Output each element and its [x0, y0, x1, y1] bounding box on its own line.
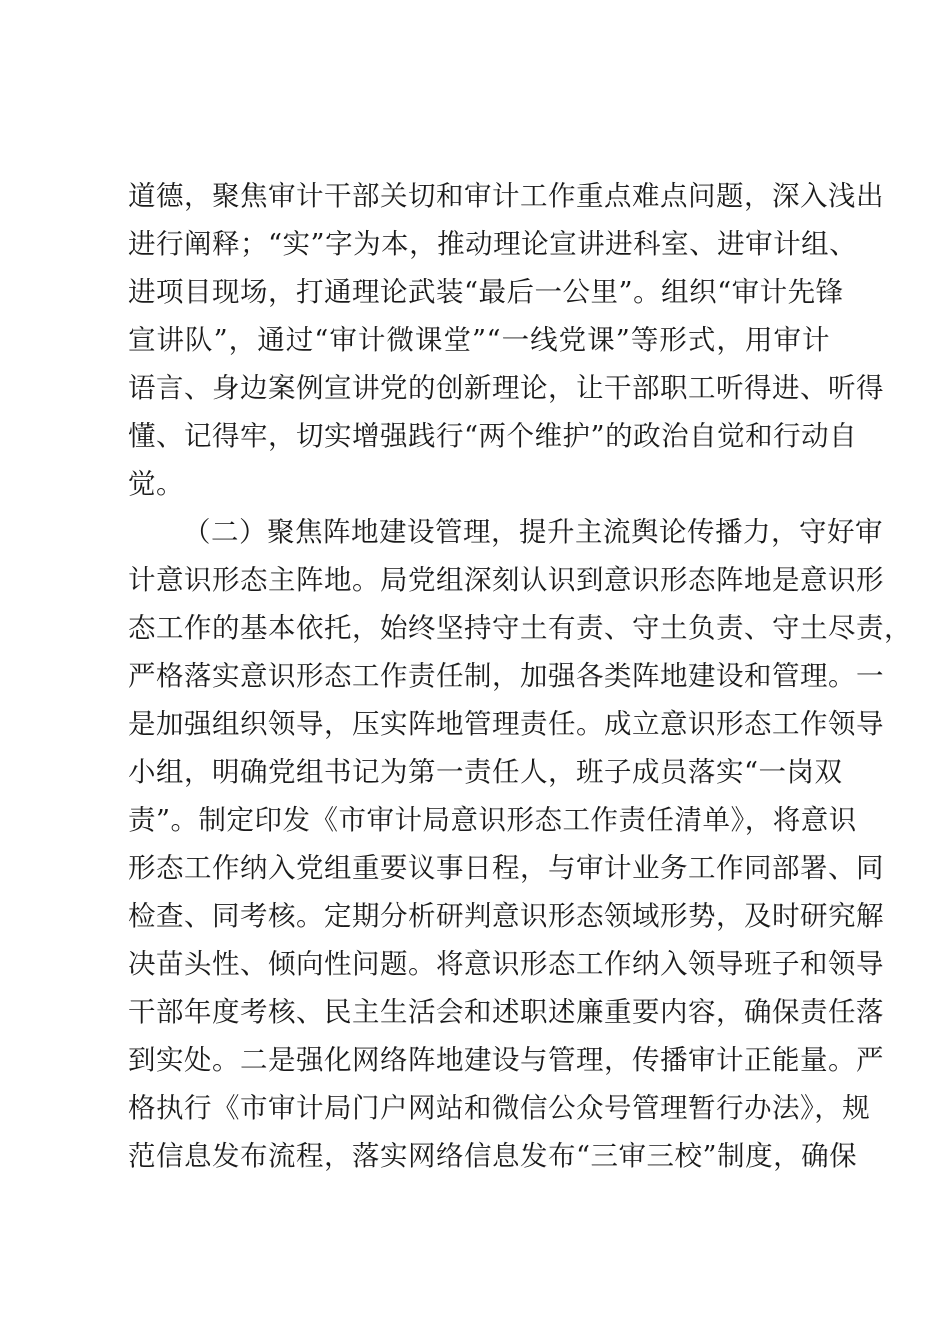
text-line: 干部年度考核、民主生活会和述职述廉重要内容，确保责任落	[128, 996, 884, 1028]
text-line: 检查、同考核。定期分析研判意识形态领域形势，及时研究解	[128, 900, 884, 932]
text-line: 道德，聚焦审计干部关切和审计工作重点难点问题，深入浅出	[128, 180, 884, 212]
text-line: 进项目现场，打通理论武装“最后一公里”。组织“审计先锋	[128, 276, 844, 308]
text-line: 责”。制定印发《市审计局意识形态工作责任清单》，将意识	[128, 804, 857, 836]
text-line: 严格落实意识形态工作责任制，加强各类阵地建设和管理。一	[128, 660, 884, 692]
text-line: 小组，明确党组书记为第一责任人，班子成员落实“一岗双	[128, 756, 843, 788]
text-line: 态工作的基本依托，始终坚持守土有责、守土负责、守土尽责，	[128, 612, 912, 644]
text-line: 格执行《市审计局门户网站和微信公众号管理暂行办法》，规	[128, 1092, 871, 1124]
text-line: 进行阐释；“实”字为本，推动理论宣讲进科室、进审计组、	[128, 228, 858, 260]
text-line: 是加强组织领导，压实阵地管理责任。成立意识形态工作领导	[128, 708, 884, 740]
text-line: 决苗头性、倾向性问题。将意识形态工作纳入领导班子和领导	[128, 948, 884, 980]
text-line: 到实处。二是强化网络阵地建设与管理，传播审计正能量。严	[128, 1044, 884, 1076]
text-line: 觉。	[128, 468, 184, 500]
text-line: 语言、身边案例宣讲党的创新理论，让干部职工听得进、听得	[128, 372, 884, 404]
text-line: 懂、记得牢，切实增强践行“两个维护”的政治自觉和行动自	[128, 420, 858, 452]
text-line: 范信息发布流程，落实网络信息发布“三审三校”制度，确保	[128, 1140, 858, 1172]
text-line: 计意识形态主阵地。局党组深刻认识到意识形态阵地是意识形	[128, 564, 884, 596]
text-line: 形态工作纳入党组重要议事日程，与审计业务工作同部署、同	[128, 852, 884, 884]
text-line: 宣讲队”，通过“审计微课堂”“一线党课”等形式，用审计	[128, 324, 830, 356]
section-heading-line: （二）聚焦阵地建设管理，提升主流舆论传播力，守好审	[183, 516, 883, 548]
